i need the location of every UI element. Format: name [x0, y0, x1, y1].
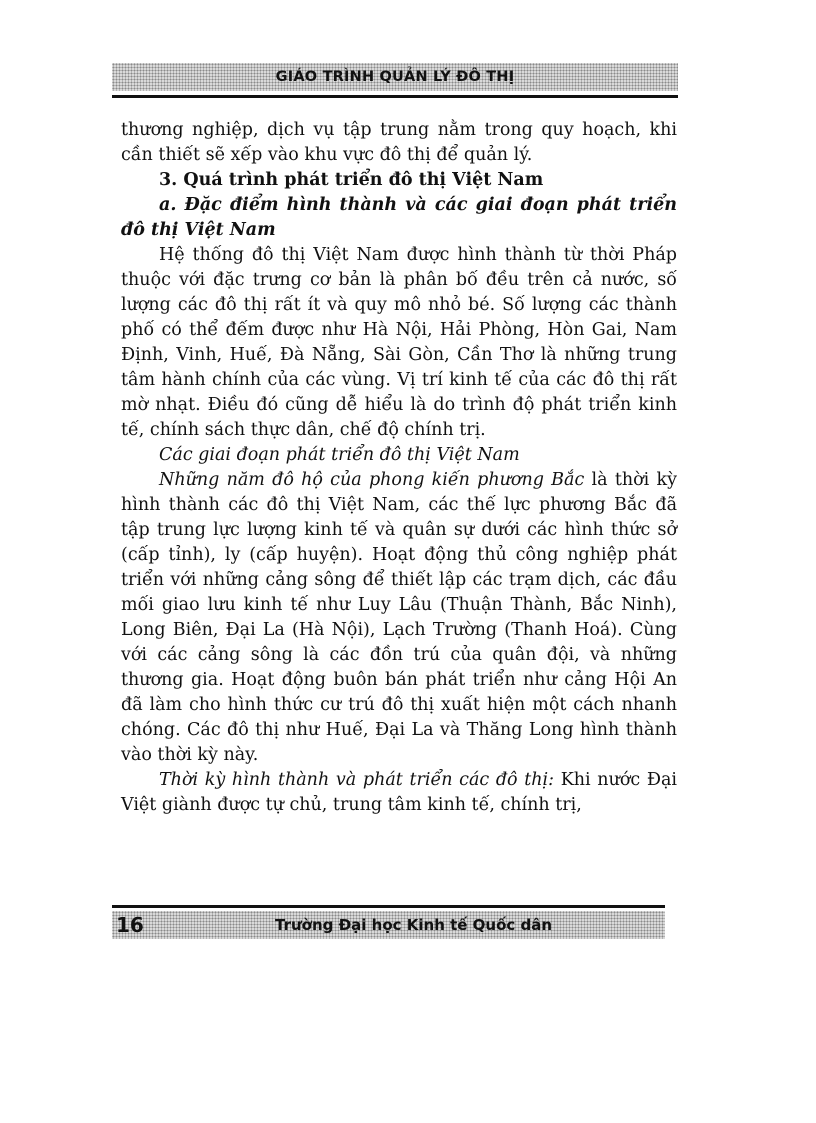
paragraph-formation-period-body: Khi nước Đại Việt giành được tự chủ, trung tâm kinh tế, chính trị, [121, 770, 677, 815]
paragraph-urban-system: Hệ thống đô thị Việt Nam được hình thành từ thời Pháp thuộc với đặc trưng cơ bản là phân bố đều trên cả nước, số lượng các đô thị rất ít và quy mô nhỏ bé. Số lượng các thành phố có thể đếm được như Hà Nội, Hải Phòng, Hòn Gai, Nam Định, Vinh, Huế, Đà Nẵng, Sài Gòn, Cần Thơ là những trung tâm hành chính của các vùng. Vị trí kinh tế của các đô thị rất mờ nhạt. Điều đó cũng dễ hiểu là do trình độ phát triển kinh tế, chính sách thực dân, chế độ chính trị. [121, 245, 677, 440]
paragraph-northern-rule [121, 468, 677, 768]
stages-title: Các giai đoạn phát triển đô thị Việt Nam [159, 445, 520, 465]
paragraph-northern-rule-body: là thời kỳ hình thành các đô thị Việt Nam, các thế lực phương Bắc đã tập trung lực lượng kinh tế và quân sự dưới các hình thức sở (cấp tỉnh), ly (cấp huyện). Hoạt động thủ công nghiệp phát triển với những cảng sông để thiết lập các trạm dịch, các đầu mối giao lưu kinh tế như Luy Lâu (Thuận Thành, Bắc Ninh), Long Biên, Đại La (Hà Nội), Lạch Trường (Thanh Hoá). Cùng với các cảng sông là các đồn trú của quân đội, và những thương gia. Hoạt động buôn bán phát triển như cảng Hội An đã làm cho hình thức cư trú đô thị xuất hiện một cách nhanh chóng. Các đô thị như Huế, Đại La và Thăng Long hình thành vào thời kỳ này. [121, 470, 677, 765]
running-footer-title: Trường Đại học Kinh tế Quốc dân [275, 916, 553, 934]
running-header-title: GIÁO TRÌNH QUẢN LÝ ĐÔ THỊ [275, 69, 515, 85]
paragraph-formation-period [121, 768, 677, 818]
page-number: 16 [116, 913, 144, 937]
section-heading: 3. Quá trình phát triển đô thị Việt Nam [159, 170, 544, 190]
page-content [121, 118, 677, 818]
footer-rule [112, 905, 665, 908]
subsection-heading: a. Đặc điểm hình thành và các giai đoạn phát triển đô thị Việt Nam [121, 195, 677, 240]
paragraph-formation-period-lead: Thời kỳ hình thành và phát triển các đô thị: [159, 770, 555, 790]
paragraph-northern-rule-lead: Những năm đô hộ của phong kiến phương Bắc [159, 470, 585, 490]
header-rule [112, 95, 678, 98]
intro-paragraph: thương nghiệp, dịch vụ tập trung nằm trong quy hoạch, khi cần thiết sẽ xếp vào khu vực đô thị để quản lý. [121, 120, 677, 165]
